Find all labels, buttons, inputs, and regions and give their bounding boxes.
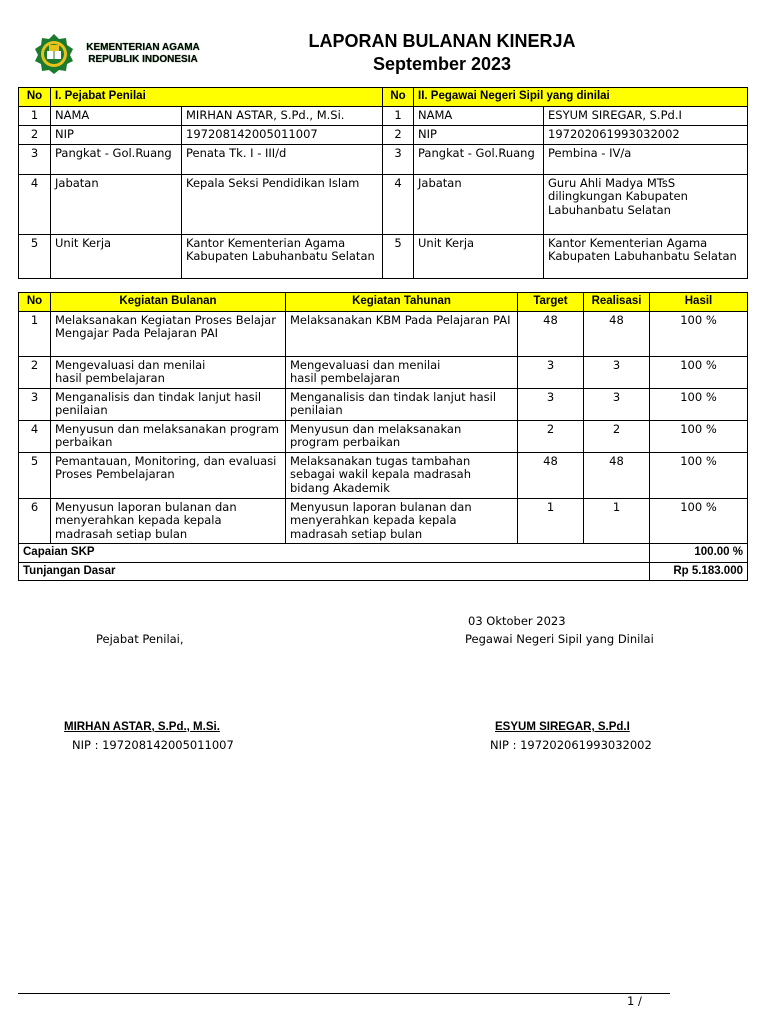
activity-no: 6 bbox=[19, 498, 51, 544]
monthly-activity: Menganalisis dan tindak lanjut hasil penilaian bbox=[51, 388, 286, 420]
employee-nip: NIP : 197202061993032002 bbox=[490, 738, 652, 752]
identity-row bbox=[19, 125, 748, 144]
col-monthly-activity: Kegiatan Bulanan bbox=[51, 293, 286, 312]
row-no: 1 bbox=[383, 106, 414, 125]
result-value: 100 % bbox=[650, 452, 748, 498]
target-value: 3 bbox=[518, 356, 584, 388]
identity-row bbox=[19, 174, 748, 234]
report-title-block bbox=[250, 30, 634, 76]
ministry-line1: KEMENTERIAN AGAMA bbox=[86, 42, 200, 53]
target-value: 3 bbox=[518, 388, 584, 420]
monthly-activity: Mengevaluasi dan menilai hasil pembelajaran bbox=[51, 356, 286, 388]
yearly-activity: Melaksanakan tugas tambahan sebagai wakil kepala madrasah bidang Akademik bbox=[286, 452, 518, 498]
activity-row bbox=[19, 452, 748, 498]
result-value: 100 % bbox=[650, 356, 748, 388]
employee-role: Pegawai Negeri Sipil yang Dinilai bbox=[465, 632, 654, 646]
result-value: 100 % bbox=[650, 388, 748, 420]
activity-no: 4 bbox=[19, 420, 51, 452]
monthly-activity: Melaksanakan Kegiatan Proses Belajar Mengajar Pada Pelajaran PAI bbox=[51, 311, 286, 356]
target-value: 1 bbox=[518, 498, 584, 544]
evaluator-value: MIRHAN ASTAR, S.Pd., M.Si. bbox=[182, 106, 383, 125]
row-label: Unit Kerja bbox=[414, 234, 544, 278]
capaian-row bbox=[19, 544, 748, 563]
activity-no: 5 bbox=[19, 452, 51, 498]
activity-no: 2 bbox=[19, 356, 51, 388]
col-realization: Realisasi bbox=[584, 293, 650, 312]
activity-row bbox=[19, 388, 748, 420]
row-no: 5 bbox=[383, 234, 414, 278]
report-period: September 2023 bbox=[372, 54, 512, 74]
row-label: NIP bbox=[414, 125, 544, 144]
evaluator-value: Penata Tk. I - III/d bbox=[182, 144, 383, 174]
left-section-title: I. Pejabat Penilai bbox=[51, 88, 383, 107]
identity-row bbox=[19, 234, 748, 278]
kemenag-logo-icon bbox=[33, 33, 75, 75]
employee-signature-name: ESYUM SIREGAR, S.Pd.I bbox=[495, 721, 630, 733]
activities-header-row bbox=[19, 293, 748, 312]
target-value: 2 bbox=[518, 420, 584, 452]
capaian-value: 100.00 % bbox=[650, 544, 748, 563]
realization-value: 3 bbox=[584, 388, 650, 420]
row-label: Jabatan bbox=[414, 174, 544, 234]
activity-row bbox=[19, 498, 748, 544]
row-no: 3 bbox=[19, 144, 51, 174]
employee-value: ESYUM SIREGAR, S.Pd.I bbox=[544, 106, 748, 125]
col-yearly-activity: Kegiatan Tahunan bbox=[286, 293, 518, 312]
employee-value: Kantor Kementerian Agama Kabupaten Labuhanbatu Selatan bbox=[544, 234, 748, 278]
col-no-2: No bbox=[383, 88, 414, 107]
ministry-name bbox=[84, 42, 202, 66]
target-value: 48 bbox=[518, 311, 584, 356]
row-no: 2 bbox=[19, 125, 51, 144]
footer-divider bbox=[18, 993, 670, 994]
evaluator-value: Kepala Seksi Pendidikan Islam bbox=[182, 174, 383, 234]
evaluator-nip: NIP : 197208142005011007 bbox=[72, 738, 234, 752]
evaluator-value: Kantor Kementerian Agama Kabupaten Labuhanbatu Selatan bbox=[182, 234, 383, 278]
realization-value: 1 bbox=[584, 498, 650, 544]
identity-header-row bbox=[19, 88, 748, 107]
activities-table bbox=[18, 292, 748, 581]
employee-value: 197202061993032002 bbox=[544, 125, 748, 144]
monthly-activity: Menyusun laporan bulanan dan menyerahkan kepada kepala madrasah setiap bulan bbox=[51, 498, 286, 544]
evaluator-signature-name: MIRHAN ASTAR, S.Pd., M.Si. bbox=[64, 721, 220, 733]
yearly-activity: Menganalisis dan tindak lanjut hasil penilaian bbox=[286, 388, 518, 420]
result-value: 100 % bbox=[650, 420, 748, 452]
monthly-activity: Menyusun dan melaksanakan program perbaikan bbox=[51, 420, 286, 452]
row-label: Pangkat - Gol.Ruang bbox=[51, 144, 182, 174]
monthly-activity: Pemantauan, Monitoring, dan evaluasi Proses Pembelajaran bbox=[51, 452, 286, 498]
yearly-activity: Mengevaluasi dan menilai hasil pembelajaran bbox=[286, 356, 518, 388]
capaian-label: Capaian SKP bbox=[19, 544, 650, 563]
activity-no: 3 bbox=[19, 388, 51, 420]
row-label: NAMA bbox=[51, 106, 182, 125]
row-no: 4 bbox=[383, 174, 414, 234]
row-label: NAMA bbox=[414, 106, 544, 125]
tunjangan-label: Tunjangan Dasar bbox=[19, 562, 650, 581]
identity-row bbox=[19, 106, 748, 125]
activity-row bbox=[19, 420, 748, 452]
row-no: 4 bbox=[19, 174, 51, 234]
identity-table bbox=[18, 87, 748, 279]
realization-value: 48 bbox=[584, 452, 650, 498]
realization-value: 2 bbox=[584, 420, 650, 452]
row-no: 1 bbox=[19, 106, 51, 125]
col-no: No bbox=[19, 88, 51, 107]
result-value: 100 % bbox=[650, 311, 748, 356]
col-no: No bbox=[19, 293, 51, 312]
evaluator-role: Pejabat Penilai, bbox=[96, 632, 184, 646]
employee-value: Pembina - IV/a bbox=[544, 144, 748, 174]
evaluator-value: 197208142005011007 bbox=[182, 125, 383, 144]
row-label: Unit Kerja bbox=[51, 234, 182, 278]
row-label: Pangkat - Gol.Ruang bbox=[414, 144, 544, 174]
activity-no: 1 bbox=[19, 311, 51, 356]
tunjangan-row bbox=[19, 562, 748, 581]
row-no: 3 bbox=[383, 144, 414, 174]
target-value: 48 bbox=[518, 452, 584, 498]
col-result: Hasil bbox=[650, 293, 748, 312]
row-label: NIP bbox=[51, 125, 182, 144]
report-title: LAPORAN BULANAN KINERJA bbox=[308, 31, 576, 51]
tunjangan-value: Rp 5.183.000 bbox=[650, 562, 748, 581]
page-number: 1 / bbox=[627, 994, 642, 1008]
yearly-activity: Menyusun laporan bulanan dan menyerahkan kepada kepala madrasah setiap bulan bbox=[286, 498, 518, 544]
ministry-line2: REPUBLIK INDONESIA bbox=[88, 54, 198, 65]
right-section-title: II. Pegawai Negeri Sipil yang dinilai bbox=[414, 88, 748, 107]
yearly-activity: Menyusun dan melaksanakan program perbaikan bbox=[286, 420, 518, 452]
result-value: 100 % bbox=[650, 498, 748, 544]
row-no: 5 bbox=[19, 234, 51, 278]
realization-value: 3 bbox=[584, 356, 650, 388]
activity-row bbox=[19, 356, 748, 388]
row-no: 2 bbox=[383, 125, 414, 144]
row-label: Jabatan bbox=[51, 174, 182, 234]
identity-row bbox=[19, 144, 748, 174]
employee-value: Guru Ahli Madya MTsS dilingkungan Kabupaten Labuhanbatu Selatan bbox=[544, 174, 748, 234]
realization-value: 48 bbox=[584, 311, 650, 356]
yearly-activity: Melaksanakan KBM Pada Pelajaran PAI bbox=[286, 311, 518, 356]
col-target: Target bbox=[518, 293, 584, 312]
signature-date: 03 Oktober 2023 bbox=[468, 614, 566, 628]
activity-row bbox=[19, 311, 748, 356]
